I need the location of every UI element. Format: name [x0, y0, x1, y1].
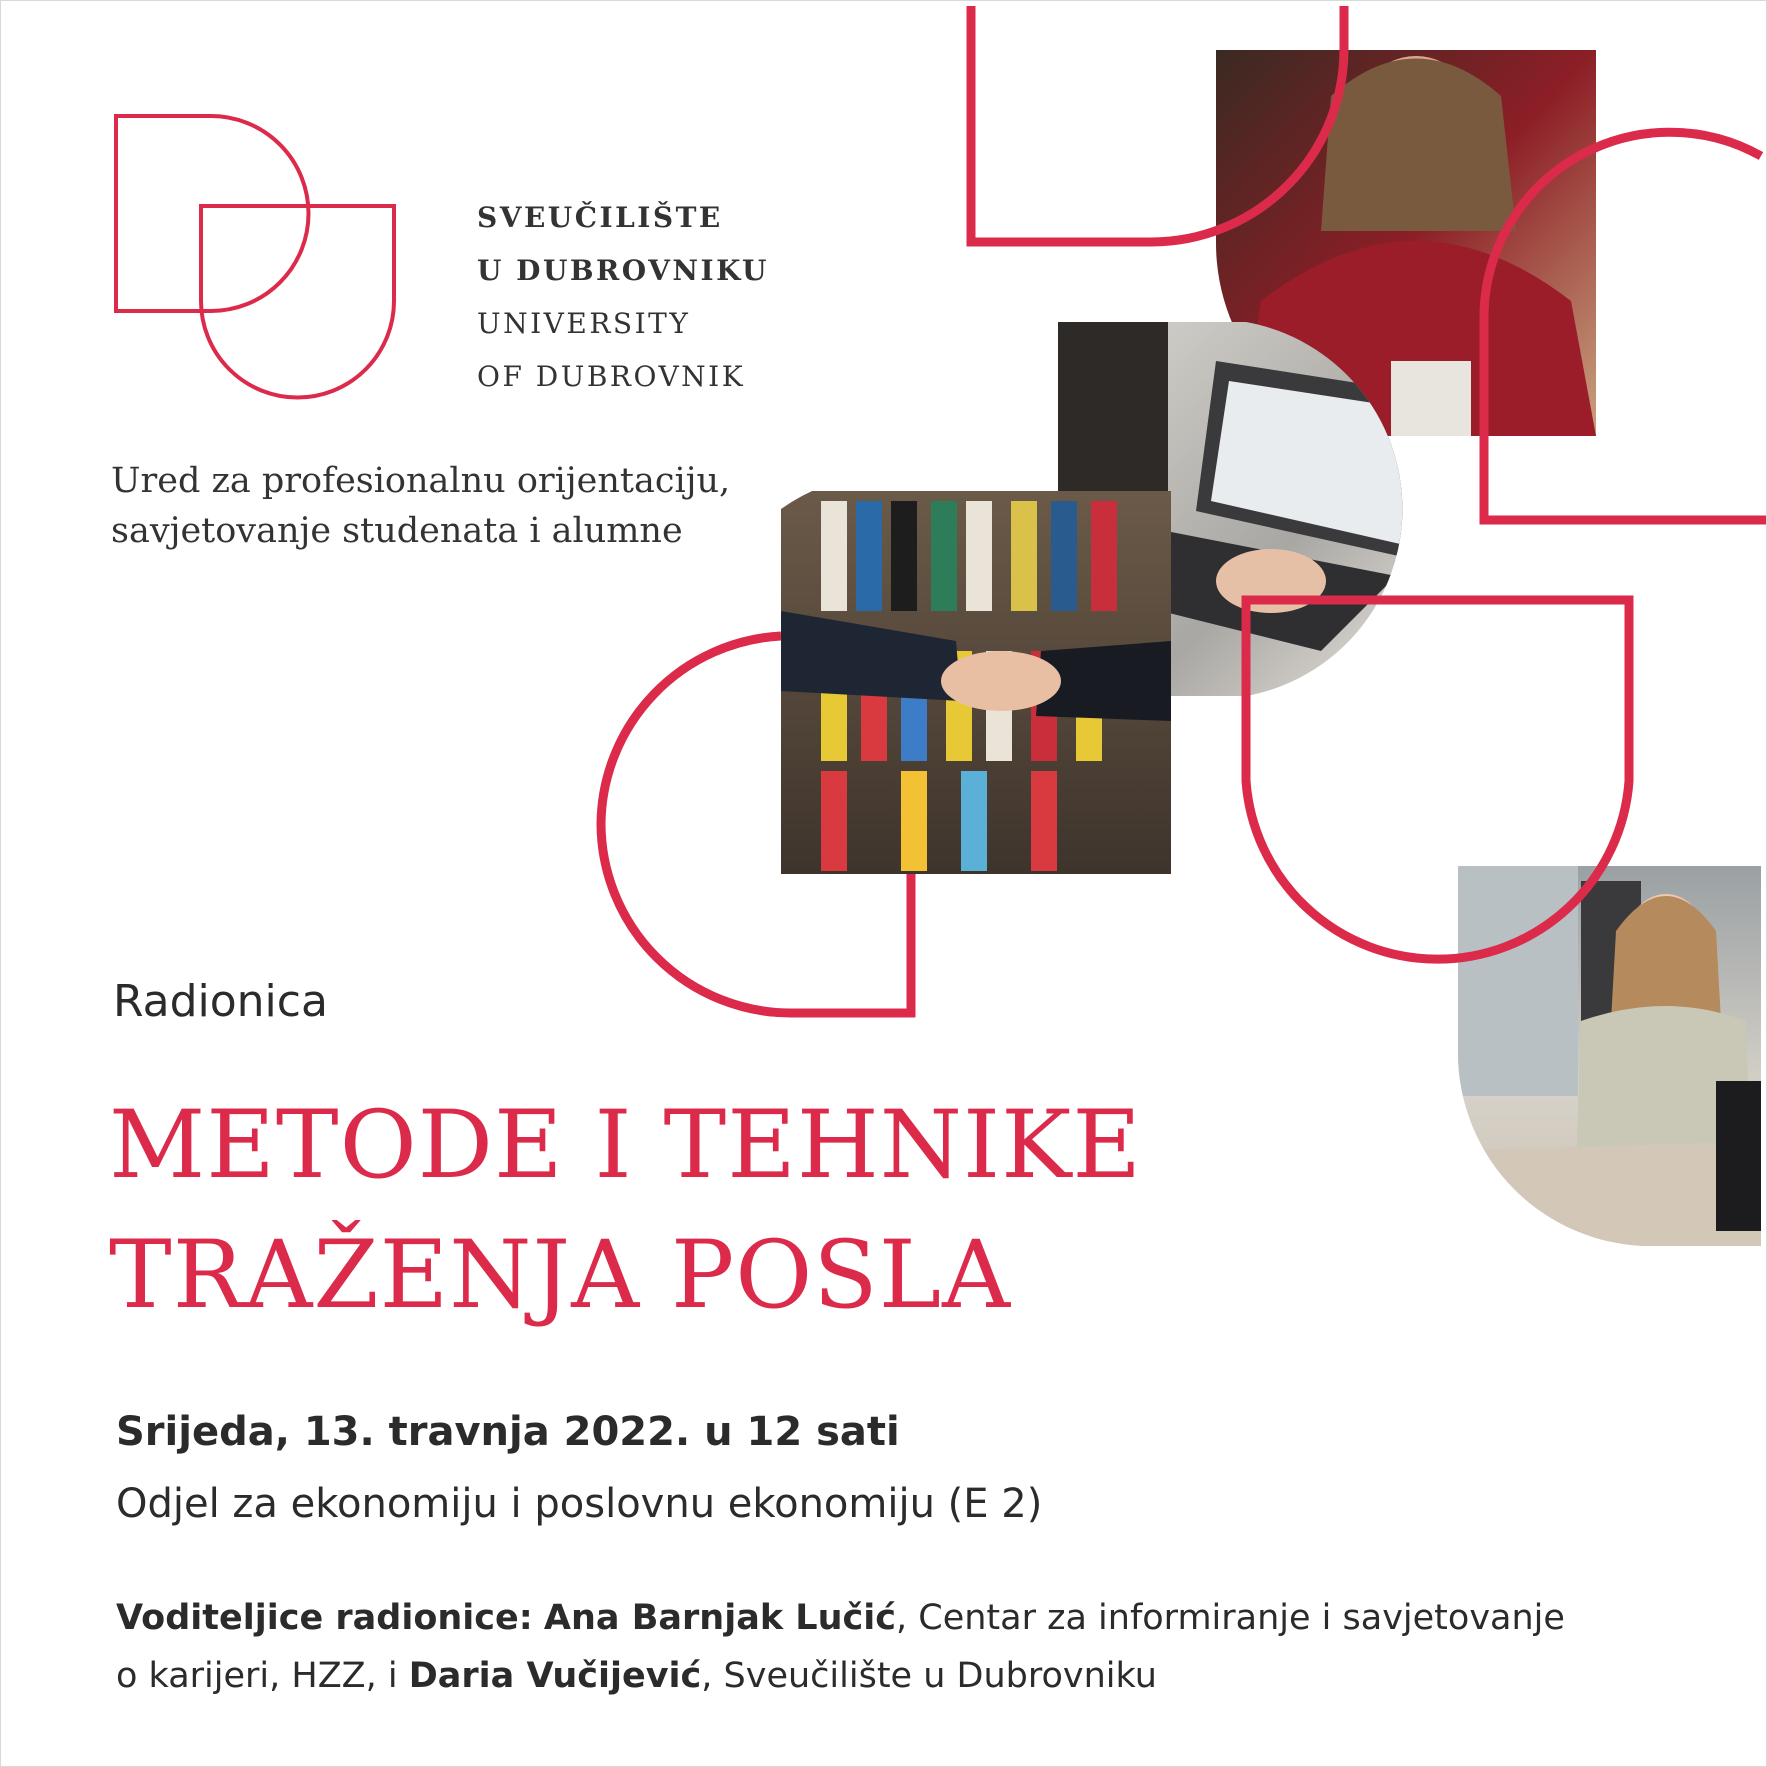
event-title-line1: METODE I TEHNIKE: [109, 1091, 1143, 1200]
office-name: [111, 456, 730, 556]
photo-young-woman-office: [1458, 866, 1761, 1246]
university-name: [477, 191, 769, 403]
university-logo-icon: [116, 116, 394, 398]
leaders-label: Voditeljice radionice:: [116, 1598, 533, 1638]
university-name-hr-line1: SVEUČILIŠTE: [477, 201, 723, 234]
leader1-affiliation: , Centar za informiranje i savjetovanje o karijeri, HZZ, i: [116, 1598, 1565, 1696]
leader2-affiliation: , Sveučilište u Dubrovniku: [701, 1656, 1157, 1696]
event-title: [109, 1081, 1409, 1341]
workshop-leaders: [116, 1589, 1566, 1705]
event-kicker: Radionica: [113, 976, 328, 1027]
university-name-en-line2: OF DUBROVNIK: [477, 360, 746, 393]
photo-handshake-binders: [781, 491, 1171, 874]
university-name-en-line1: UNIVERSITY: [477, 307, 691, 340]
office-name-line2: savjetovanje studenata i alumne: [111, 511, 683, 551]
university-name-hr-line2: U DUBROVNIKU: [477, 254, 769, 287]
office-name-line1: Ured za profesionalnu orijentaciju,: [111, 461, 731, 501]
event-date-time: Srijeda, 13. travnja 2022. u 12 sati: [116, 1409, 900, 1455]
event-title-line2: TRAŽENJA POSLA: [109, 1221, 1011, 1330]
event-location: Odjel za ekonomiju i poslovnu ekonomiju (E 2): [116, 1481, 1043, 1527]
leader2-name: Daria Vučijević: [408, 1656, 702, 1696]
leader1-name: Ana Barnjak Lučić: [543, 1598, 896, 1638]
